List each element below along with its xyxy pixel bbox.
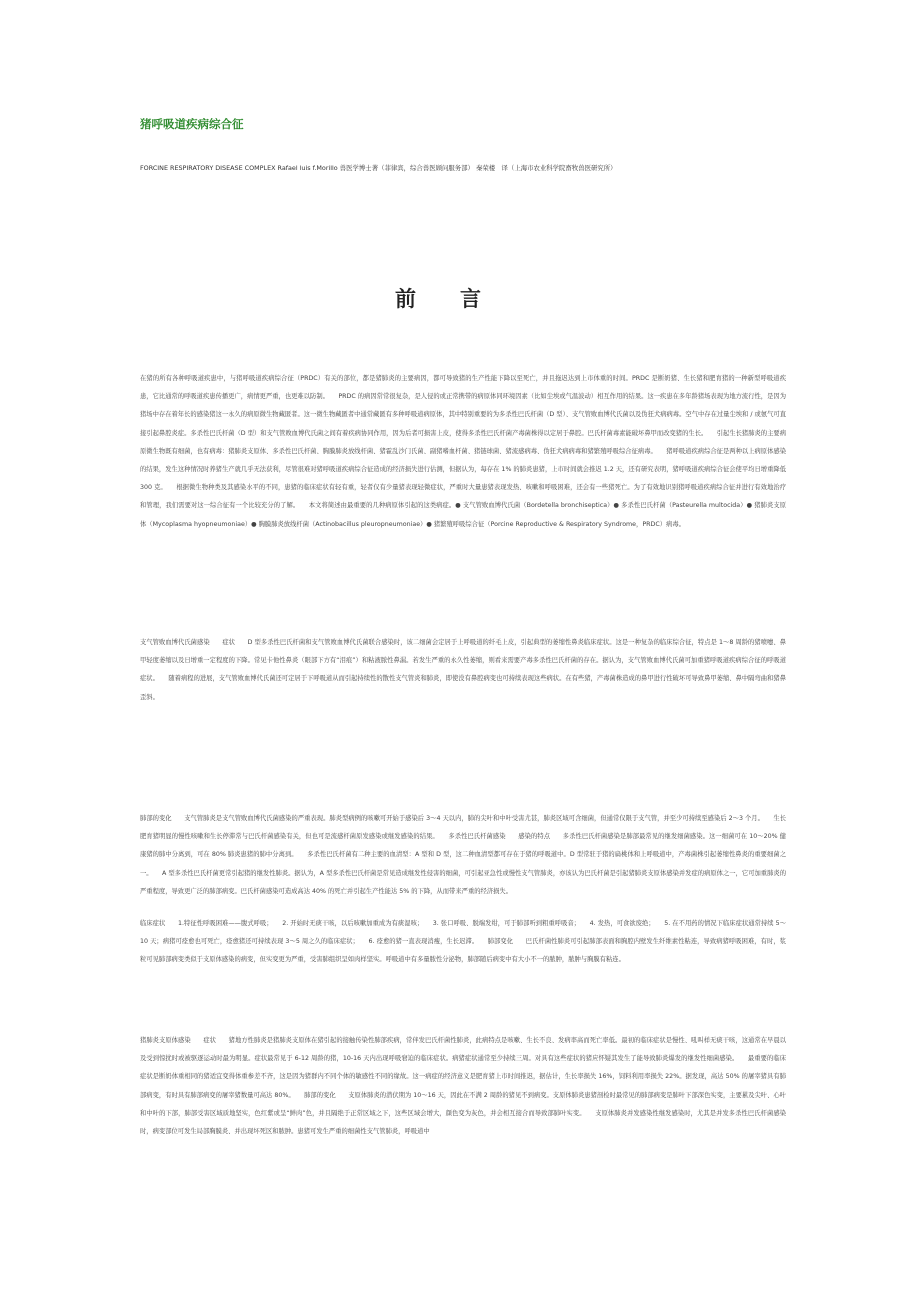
- author-byline: FORCINE RESPIRATORY DISEASE COMPLEX Rafael luis f.Morillo 兽医学博士著（菲律宾，综合兽医顾问服务部） 秦荣楼 译（上海市农业科学院畜牧兽医研究所）: [140, 164, 617, 172]
- paragraph-lung-changes: 肺部的变化 支气管肺炎是支气管败血博代氏菌感染的严重表现。肺炎型病例的咳嗽可开始于感染后 3～4 天以内，肺的尖叶和中叶受害尤甚，肺炎区域可含细菌，但通常仅限于支气管，并至少可持续至感染后 2～3 个月。 生长肥育猪明显的慢性咳嗽和生长停滞常与巴氏杆菌感染有关，但也可是流感杆菌原发感染或继发感染的结果。 多杀性巴氏杆菌感染 感染的特点 多杀性巴氏杆菌感染是肺部最常见的继发细菌感染。这一细菌可在 10～20% 健康猪的肺中分离到，可在 80% 肺炎患猪的肺中分离到。 多杀性巴氏杆菌有二种主要的血清型：A 型和 D 型，这二种血清型都可存在于猪的呼吸道中。D 型常驻于猪的扁桃体和上呼吸道中，产毒菌株引起萎缩性鼻炎的重要细菌之一。 A 型多杀性巴氏杆菌更常引起猪的继发性肺炎。据认为，A 型多杀性巴氏杆菌是常见造成继发性侵害的细菌，可引起亚急性或慢性支气管肺炎，亦该认为巴氏杆菌是引起猪肺炎支原体感染并发症的病原体之一，它可加重肺炎的严重程度，导致更广泛的肺部病变。巴氏杆菌感染可造成高达 40% 的死亡并引起生产性能达 5% 的下降，从而带来严重的经济损失。: [140, 815, 786, 895]
- section-heading: 前言: [395, 286, 525, 311]
- paragraph-mycoplasma: 猪肺炎支原体感染 症状 猪地方性肺炎是猪肺炎支原体在猪引起的接触传染性肺部疾病，常伴发巴氏杆菌性肺炎，此病特点是咳嗽、生长不良、发病率高而死亡率低。最初的临床症状是慢性、吼叫样无痰干咳，这通常在早晨以及受到惊扰时或被驱逐运动时最为明显。症状最常见于 6-12 周龄的猪，10-16 天内出现呼吸窘迫的临床症状。病猪症状通常至少持续三周。对具有这些症状的猪应怀疑其发生了能导致肺炎爆发的继发性细菌感染。 最重要的临床症状是断奶体重相同的猪适宜变得体重参差不齐，这是因为猪群内不同个体的敏感性不同的缘故。这一病症的经济意义是肥育猪上市时间推迟，据估计，生长率损失 16%，饲料利用率损失 22%。据发现，高达 50% 的屠宰猪具有肺部病变，有时具有肺部病变的屠宰猪数量可高达 80%。 肺部的变化 支原体肺炎的潜伏期为 10～16 天，因此在不满 2 周龄的猪见不到病变。支原体肺炎患猪剖检时最常见的肺部病变是肺叶下部深色实变，主要累及尖叶、心叶和中叶的下部，肺部受害区域质地坚实，色红紫或呈“鲜肉”色，并且隔绝于正常区域之下，这些区域会增大，颜色变为灰色，并会相互接合而导致部肺叶实变。 支原体肺炎并发感染性继发感染时，尤其是并发多杀性巴氏杆菌感染时，病变部位可发生局部胸膜炎、并出现坏死区和脓肿。患猪可发生严重的细菌性支气管肺炎，呼吸道中: [140, 1037, 786, 1136]
- paragraph-bordetella: 支气管败血博代氏菌感染 症状 D 型多杀性巴氏杆菌和支气管败血博代氏菌联合感染时，该二细菌会定居于上呼吸道的纤毛上皮，引起典型的萎缩性鼻炎临床症状。这是一种复杂的临床综合征，特点是 1～8 周龄的猪喷嚏、鼻甲轻度萎缩以及日增重一定程度的下降。常见卡他性鼻炎（眼部下方有“泪痕”）和粘液脓性鼻漏。若发生严重的永久性萎缩，则看来需要产毒多杀性巴氏杆菌的存在。据认为，支气管败血博代氏菌可加重猪呼吸道疾病综合征的呼吸道症状。 随着病程的进展，支气管败血博代氏菌还可定居于下呼吸道从而引起持续性的散性支气管炎和肺炎，即使没有鼻腔病变也可持续表现这些病状。在有些猪，产毒菌株造成的鼻甲进行性破坏可导致鼻甲萎缩、鼻中隔弯曲和猪鼻歪斜。: [140, 639, 786, 701]
- paragraph-preface: 在猪的所有各种呼吸道疾患中，与猪呼吸道疾病综合征（PRDC）有关的部位，都是猪肺炎的主要病因，都可导致猪的生产性能下降以至死亡，并且拖迟达到上市体重的时间。PRDC 是断奶猪、生长猪和肥育猪的一种新型呼吸道疾患，它比通常的呼吸道疾患传播更广，病情更严重，也更难以防制。 PRDC 的病因常常很复杂，是人侵的或正常携带的病原体同环境因素（比如尘埃或气温波动）相互作用的结果。这一疾患在多年龄猪场表现为地方流行性，是因为猪场中存在着年长的感染猪这一永久的病原微生物藏匿者。这一微生物藏匿者中通常藏匿有多种呼吸道病原体，其中特别重要的为多杀性巴氏杆菌（D 型）、支气管败血博代氏菌以及伪狂犬病病毒。空气中存在过量尘埃和 / 或氨气可直接引起鼻腔炎症。多杀性巴氏杆菌（D 型）和支气管败血博代氏菌之间有着疾病协同作用，因为后者可损害上皮，使得多杀性巴氏杆菌产毒菌株得以定居于鼻腔。巴氏杆菌毒素能破坏鼻甲而改变猪的生长。 引起生长猪肺炎的主要病原微生物既有细菌，也有病毒：猪肺炎支原体、多杀性巴氏杆菌、胸膜肺炎放线杆菌、猪霍乱沙门氏菌、副猪嗜血杆菌、猪链球菌、猪流感病毒、伪狂犬病病毒和猪繁殖呼吸综合征病毒。 猪呼吸道疾病综合征是两种以上病原体感染的结果，发生这种情况时养猪生产就几乎无法获利，尽管很难对猪呼吸道疾病综合征造成的经济损失进行估测，但据认为，每存在 1% 的肺炎患猪，上市时间就会推迟 1.2 天，还有研究表明，猪呼吸道疾病综合征会使平均日增重降低 300 克。 根据微生物种类及其感染水平的不同，患猪的临床症状有轻有重，轻者仅有少量猪表现轻微症状，严重时大量患猪表现发热、咳嗽和呼吸困难，还会有一些猪死亡。为了有效地识别猪呼吸道疾病综合征并进行有效地治疗和管理，我们需要对这一综合征有一个比较充分的了解。 本文将简述由最重要的几种病原体引起的这类病症。● 支气管败血博代氏菌（Bordetella bronchiseptica）● 多杀性巴氏杆菌（Pasteurella multocida）● 猪肺炎支原体（Mycoplasma hyopneumoniae）● 胸膜肺炎放线杆菌（Actinobacillus pleuropneumoniae）● 猪繁殖呼吸综合征（Porcine Reproductive & Respiratory Syndrome，PRDC）病毒。: [140, 375, 786, 528]
- paragraph-clinical-signs: 临床症状 1.特征性呼吸困难——腹式呼吸； 2. 开始时无痰干咳，以后咳嗽加重成为有痰湿咳； 3. 张口呼吸、脱端发绀，可于肺部听到粗重呼吸音； 4. 发热，可食欲废绝； 5. 在不用药的情况下临床症状通常持续 5～10 天；病猪可痊愈也可死亡，痊愈猪还可持续表现 3～5 周之久的临床症状； 6. 痊愈的猪一直表现消瘦，生长迟滞。 肺部变化 巴氏杆菌性肺炎可引起肺部表面和胸腔内壁发生纤维素性粘连，导致病猪呼吸困难，有时，浆粒可见肺部病变类似于支原体感染的病变，但实变更为严重，受害肺组织呈如肉样坚实。呼吸道中有多量脓性分泌物，肺部随后病变中有大小不一的脓肿，脓肿与胸膜有粘连。: [140, 920, 786, 964]
- document-title: 猪呼吸道疾病综合征: [140, 117, 244, 131]
